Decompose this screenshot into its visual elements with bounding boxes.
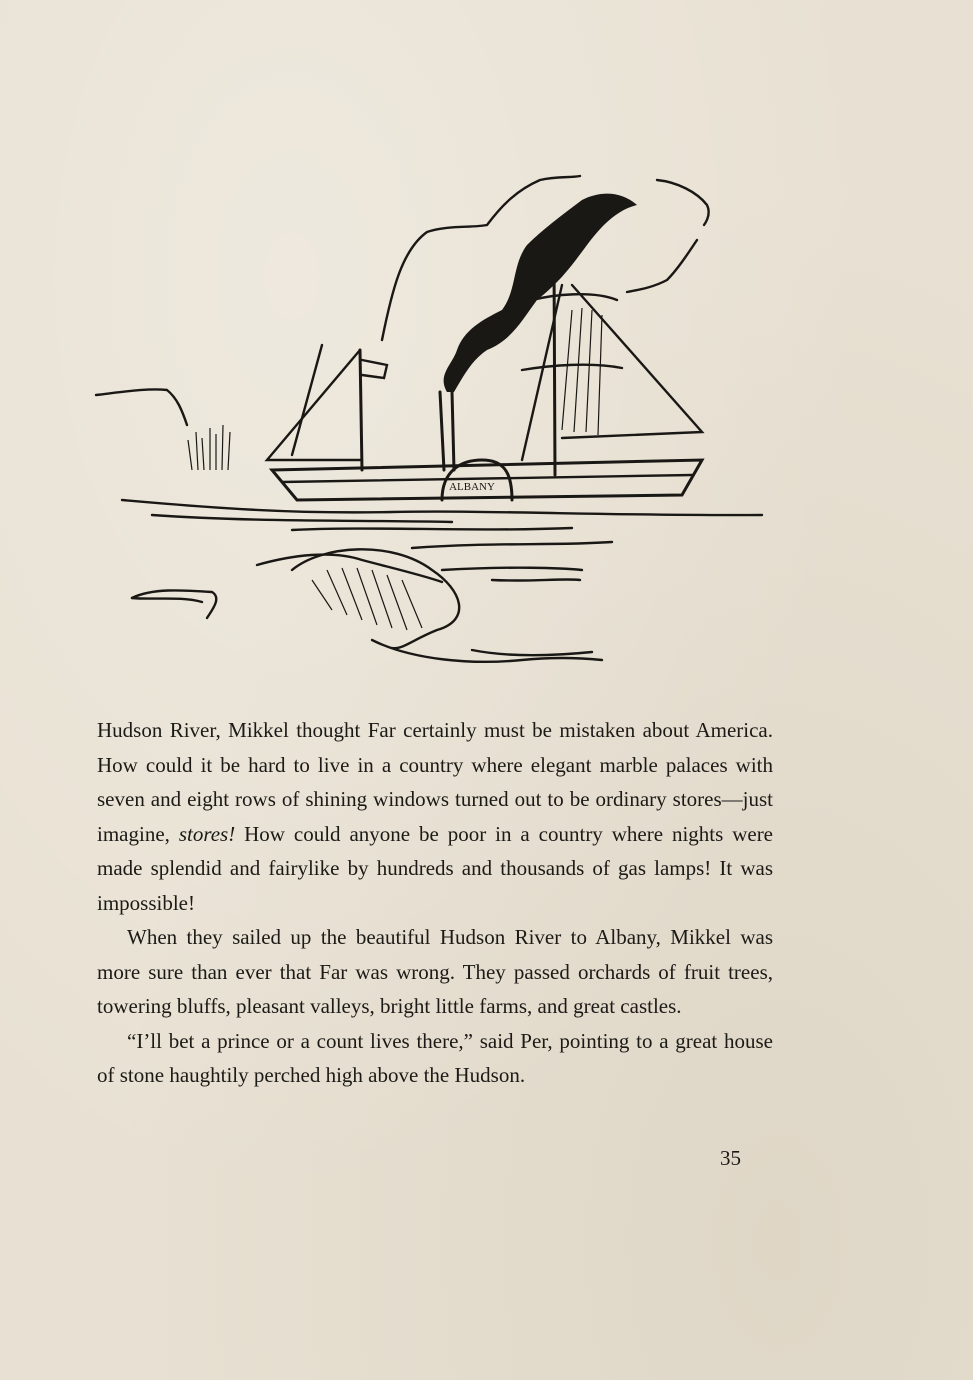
paragraph-2: When they sailed up the beautiful Hudson River to Albany, Mikkel was more sure than ever that Far was wrong. They passed orchards of fruit trees, towering bluffs, pleasant valleys, bright little farms, and great castles. xyxy=(97,925,773,1018)
paragraph-1 xyxy=(97,713,773,920)
italic-emphasis: stores! xyxy=(178,821,236,846)
steamboat-illustration xyxy=(92,170,782,680)
woodcut-steamboat-image xyxy=(92,170,782,680)
body-text xyxy=(97,713,773,1093)
paragraph-1-end: How could anyone be poor in a country where nights were made splendid and fairylike by hundreds and thousands of gas lamps! It was impossible! xyxy=(97,821,774,915)
page-number: 35 xyxy=(720,1146,741,1170)
paragraph-1-start: Hudson River, Mikkel thought Far certainly must be mistaken about America. How could it be hard to live in a country where elegant marble palaces with seven and eight rows of shining windows turned out to be ordinary stores—just imagine, xyxy=(97,718,773,846)
paragraph-3: “I’ll bet a prince or a count lives there,” said Per, pointing to a great house of stone haughtily perched high above the Hudson. xyxy=(97,1028,773,1087)
ship-name-label: ALBANY xyxy=(449,481,495,493)
